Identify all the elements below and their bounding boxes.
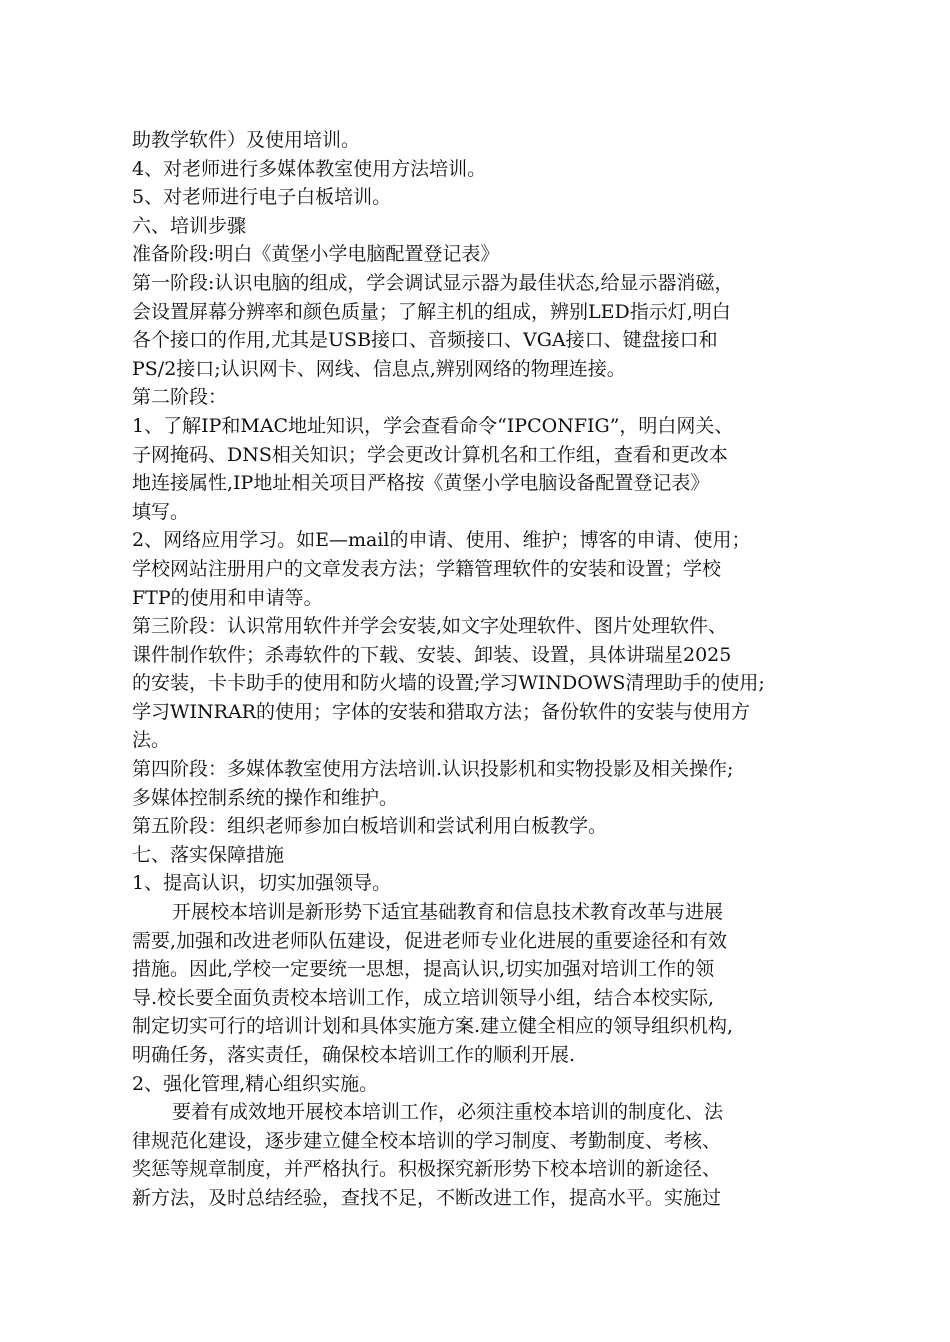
- text-line: 明确任务，落实责任，确保校本培训工作的顺利开展.: [132, 1044, 576, 1066]
- document-page: [132, 126, 832, 1213]
- text-line: FTP的使用和申请等。: [132, 586, 323, 609]
- text-line: 新方法，及时总结经验，查找不足，不断改进工作，提高水平。实施过: [132, 1186, 722, 1209]
- text-line: 导.校长要全面负责校本培训工作，成立培训领导小组，结合本校实际,: [132, 986, 715, 1009]
- text-line: 1、了解IP和MAC地址知识，学会查看命令“IPCONFIG”，明白网关、: [132, 414, 734, 437]
- section-heading: 七、落实保障措施: [132, 843, 285, 866]
- text-line: 律规范化建设，逐步建立健全校本培训的学习制度、考勤制度、考核、: [132, 1129, 722, 1152]
- text-line: 2、网络应用学习。如E—mail的申请、使用、维护；博客的申请、使用；: [132, 529, 751, 552]
- text-line: 第四阶段：多媒体教室使用方法培训.认识投影机和实物投影及相关操作;: [132, 758, 734, 781]
- text-line: 5、对老师进行电子白板培训。: [132, 186, 392, 209]
- text-line: 的安装，卡卡助手的使用和防火墙的设置;学习WINDOWS清理助手的使用;: [132, 672, 765, 695]
- text-line: 课件制作软件；杀毒软件的下载、安装、卸装、设置，具体讲瑞星2025: [132, 643, 732, 666]
- text-line: 学习WINRAR的使用；字体的安装和猎取方法；备份软件的安装与使用方: [132, 700, 750, 723]
- text-line: 法。: [132, 729, 171, 752]
- text-line: 学校网站注册用户的文章发表方法；学籍管理软件的安装和设置；学校: [132, 557, 722, 580]
- text-line: 4、对老师进行多媒体教室使用方法培训。: [132, 157, 487, 180]
- text-line: 制定切实可行的培训计划和具体实施方案.建立健全相应的领导组织机构,: [132, 1015, 734, 1038]
- text-line: 助教学软件）及使用培训。: [132, 129, 361, 151]
- text-line: 措施。因此,学校一定要统一思想，提高认识,切实加强对培训工作的领: [132, 958, 715, 981]
- text-line: 第二阶段：: [132, 386, 228, 409]
- text-line: 要着有成效地开展校本培训工作，必须注重校本培训的制度化、法: [172, 1101, 724, 1124]
- text-line: 第五阶段：组织老师参加白板培训和尝试利用白板教学。: [132, 815, 608, 838]
- text-line: 填写。: [132, 500, 190, 523]
- text-line: 地连接属性,IP地址相关项目严格按《黄堡小学电脑设备配置登记表》: [132, 472, 710, 495]
- text-line: 奖惩等规章制度，并严格执行。积极探究新形势下校本培训的新途径、: [132, 1158, 722, 1181]
- text-line: 2、强化管理,精心组织实施。: [132, 1072, 379, 1095]
- text-line: PS/2接口;认识网卡、网线、信息点,辨别网络的物理连接。: [132, 357, 626, 380]
- text-line: 会设置屏幕分辨率和颜色质量；了解主机的组成，辨别LED指示灯,明白: [132, 300, 731, 323]
- text-line: 多媒体控制系统的操作和维护。: [132, 786, 399, 809]
- text-line: 准备阶段:明白《黄堡小学电脑配置登记表》: [132, 243, 500, 266]
- text-line: 各个接口的作用,尤其是USB接口、音频接口、VGA接口、键盘接口和: [132, 329, 718, 352]
- text-line: 第一阶段:认识电脑的组成，学会调试显示器为最佳状态,给显示器消磁，: [132, 271, 734, 294]
- text-line: 1、提高认识，切实加强领导。: [132, 872, 392, 895]
- text-line: 开展校本培训是新形势下适宜基础教育和信息技术教育改革与进展: [172, 901, 724, 924]
- text-line: 需要,加强和改进老师队伍建设，促进老师专业化进展的重要途径和有效: [132, 929, 728, 952]
- text-line: 第三阶段：认识常用软件并学会安装,如文字处理软件、图片处理软件、: [132, 615, 728, 638]
- text-line: 子网掩码、DNS相关知识；学会更改计算机名和工作组，查看和更改本: [132, 443, 728, 466]
- section-heading: 六、培训步骤: [132, 214, 247, 237]
